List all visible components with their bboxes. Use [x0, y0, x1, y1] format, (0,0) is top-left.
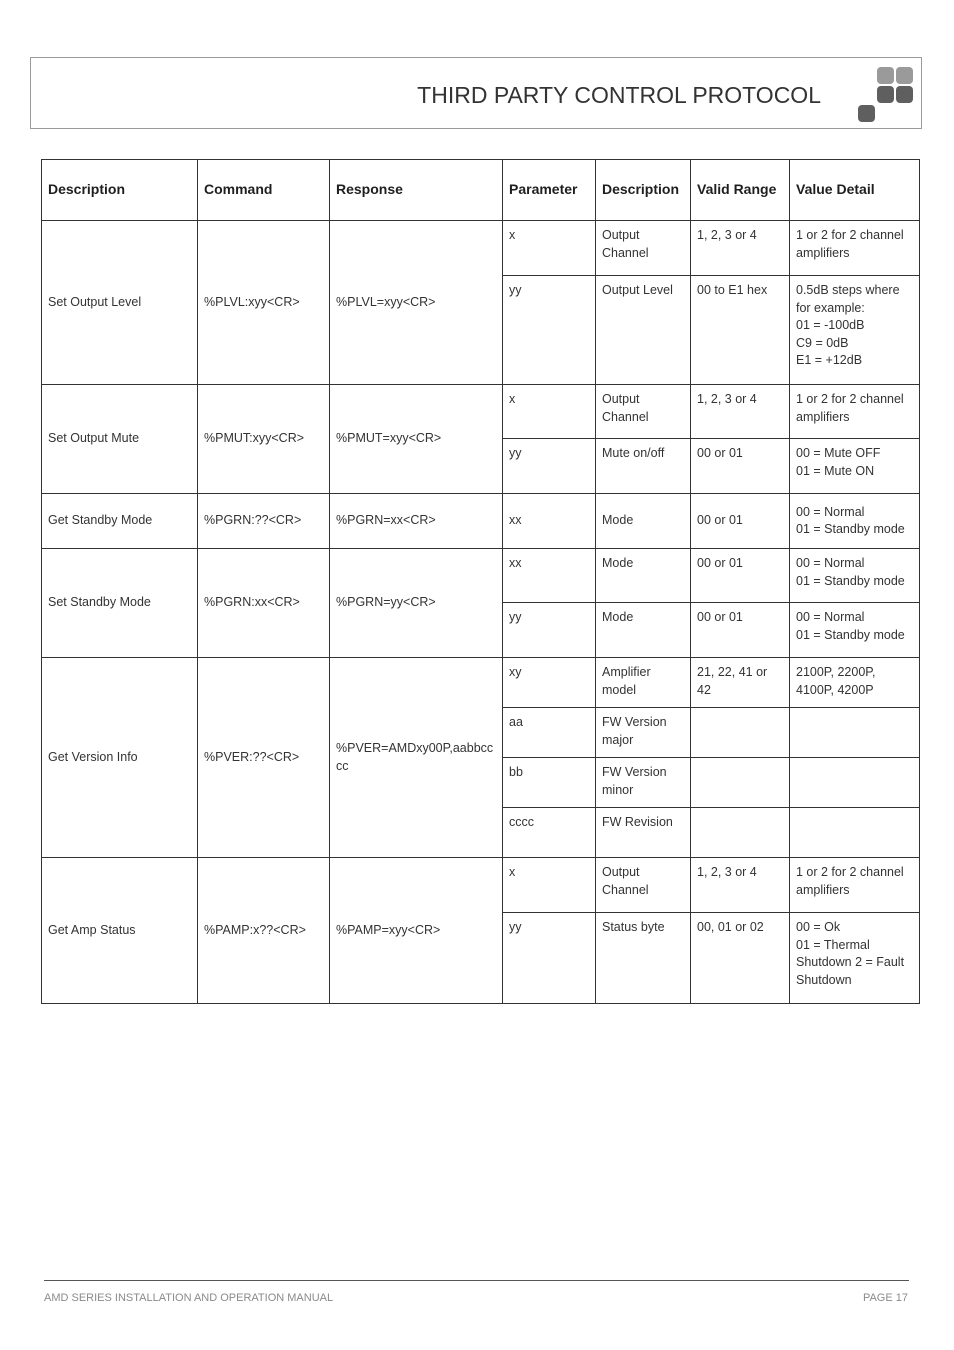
value-detail-line: 1 or 2 for 2 channel amplifiers — [796, 228, 904, 260]
column-header: Description — [42, 160, 198, 221]
table-row — [42, 549, 920, 603]
protocol-table — [41, 159, 920, 1004]
valid-range-cell: 00 or 01 — [691, 603, 790, 658]
param-description-cell: Mode — [596, 494, 691, 549]
parameter-cell: xx — [503, 494, 596, 549]
parameter-cell: x — [503, 221, 596, 276]
value-detail-line: E1 = +12dB — [796, 353, 863, 367]
valid-range-cell: 1, 2, 3 or 4 — [691, 221, 790, 276]
value-detail-cell — [790, 858, 920, 913]
valid-range-cell — [691, 758, 790, 808]
param-description-cell: FW Version minor — [596, 758, 691, 808]
logo-square — [877, 67, 894, 84]
value-detail-cell — [790, 913, 920, 1004]
value-detail-line: C9 = 0dB — [796, 335, 849, 350]
table-row — [42, 385, 920, 439]
valid-range-cell: 00 or 01 — [691, 549, 790, 603]
value-detail-cell — [790, 808, 920, 858]
value-detail-line: 01 = Standby mode — [796, 522, 905, 536]
logo-square — [877, 86, 894, 103]
column-header: Value Detail — [790, 160, 920, 221]
table-row — [42, 658, 920, 708]
parameter-cell: yy — [503, 439, 596, 494]
value-detail-cell — [790, 758, 920, 808]
parameter-cell: cccc — [503, 808, 596, 858]
command-cell: %PAMP:x??<CR> — [198, 858, 330, 1004]
parameter-cell: yy — [503, 276, 596, 385]
response-cell: %PGRN=yy<CR> — [330, 549, 503, 658]
value-detail-line: 00 = Normal — [796, 504, 865, 519]
value-detail-line: 1 or 2 for 2 channel amplifiers — [796, 865, 904, 897]
value-detail-line: 1 or 2 for 2 channel amplifiers — [796, 392, 904, 424]
parameter-cell: x — [503, 385, 596, 439]
response-cell: %PVER=AMDxy00P,aabbcccc — [330, 658, 503, 858]
param-description-cell: Amplifier model — [596, 658, 691, 708]
table-row — [42, 858, 920, 913]
header-box — [30, 57, 922, 129]
value-detail-line: 01 = Standby mode — [796, 627, 905, 642]
value-detail-line: 01 = Mute ON — [796, 463, 875, 478]
parameter-cell: aa — [503, 708, 596, 758]
value-detail-cell — [790, 603, 920, 658]
row-description-cell: Get Amp Status — [42, 858, 198, 1004]
parameter-cell: x — [503, 858, 596, 913]
command-cell: %PMUT:xyy<CR> — [198, 385, 330, 494]
value-detail-cell — [790, 385, 920, 439]
param-description-cell: Output Channel — [596, 385, 691, 439]
column-header: Valid Range — [691, 160, 790, 221]
valid-range-cell — [691, 708, 790, 758]
response-cell: %PMUT=xyy<CR> — [330, 385, 503, 494]
table-header-row — [42, 160, 920, 221]
logo-square — [896, 86, 913, 103]
param-description-cell: FW Version major — [596, 708, 691, 758]
value-detail-cell — [790, 494, 920, 549]
value-detail-line: 00 = Normal — [796, 610, 865, 624]
response-cell: %PGRN=xx<CR> — [330, 494, 503, 549]
value-detail-line: 01 = -100dB — [796, 318, 865, 332]
column-header: Response — [330, 160, 503, 221]
param-description-cell: Mode — [596, 603, 691, 658]
four-squares-logo-icon — [857, 65, 913, 121]
row-description-cell: Get Standby Mode — [42, 494, 198, 549]
row-description-cell: Set Output Level — [42, 221, 198, 385]
table-row — [42, 221, 920, 276]
valid-range-cell: 1, 2, 3 or 4 — [691, 858, 790, 913]
value-detail-line: 00 = Mute OFF — [796, 446, 881, 460]
value-detail-cell — [790, 658, 920, 708]
value-detail-cell — [790, 708, 920, 758]
parameter-cell: xx — [503, 549, 596, 603]
row-description-cell: Set Output Mute — [42, 385, 198, 494]
footer-manual-title: AMD SERIES INSTALLATION AND OPERATION MANUAL — [44, 1292, 334, 1304]
value-detail-line: 01 = Standby mode — [796, 573, 905, 588]
value-detail-cell — [790, 221, 920, 276]
parameter-cell: yy — [503, 603, 596, 658]
value-detail-cell — [790, 439, 920, 494]
param-description-cell: FW Revision — [596, 808, 691, 858]
param-description-cell: Status byte — [596, 913, 691, 1004]
command-cell: %PGRN:??<CR> — [198, 494, 330, 549]
command-cell: %PLVL:xyy<CR> — [198, 221, 330, 385]
column-header: Parameter — [503, 160, 596, 221]
logo-square — [858, 105, 875, 122]
row-description-cell: Set Standby Mode — [42, 549, 198, 658]
valid-range-cell — [691, 808, 790, 858]
valid-range-cell: 00 to E1 hex — [691, 276, 790, 385]
value-detail-line: 00 = Ok — [796, 920, 841, 934]
value-detail-line: 01 = Thermal Shutdown 2 = Fault Shutdown — [796, 937, 905, 987]
table-row — [42, 494, 920, 549]
column-header: Command — [198, 160, 330, 221]
param-description-cell: Output Channel — [596, 858, 691, 913]
value-detail-cell — [790, 549, 920, 603]
valid-range-cell: 1, 2, 3 or 4 — [691, 385, 790, 439]
value-detail-line: 00 = Normal — [796, 556, 865, 570]
param-description-cell: Mode — [596, 549, 691, 603]
param-description-cell: Output Channel — [596, 221, 691, 276]
parameter-cell: bb — [503, 758, 596, 808]
row-description-cell: Get Version Info — [42, 658, 198, 858]
footer-divider — [44, 1280, 909, 1281]
footer-page-number: PAGE 17 — [862, 1292, 908, 1304]
table-body — [42, 221, 920, 1004]
parameter-cell: yy — [503, 913, 596, 1004]
page-title: THIRD PARTY CONTROL PROTOCOL — [417, 82, 821, 108]
command-cell: %PVER:??<CR> — [198, 658, 330, 858]
logo-square — [896, 67, 913, 84]
response-cell: %PLVL=xyy<CR> — [330, 221, 503, 385]
command-cell: %PGRN:xx<CR> — [198, 549, 330, 658]
value-detail-line: 0.5dB steps where for example: — [796, 283, 900, 315]
param-description-cell: Mute on/off — [596, 439, 691, 494]
response-cell: %PAMP=xyy<CR> — [330, 858, 503, 1004]
valid-range-cell: 00 or 01 — [691, 494, 790, 549]
param-description-cell: Output Level — [596, 276, 691, 385]
parameter-cell: xy — [503, 658, 596, 708]
value-detail-line: 2100P, 2200P, 4100P, 4200P — [796, 665, 876, 697]
valid-range-cell: 00, 01 or 02 — [691, 913, 790, 1004]
value-detail-cell — [790, 276, 920, 385]
valid-range-cell: 00 or 01 — [691, 439, 790, 494]
column-header: Description — [596, 160, 691, 221]
valid-range-cell: 21, 22, 41 or 42 — [691, 658, 790, 708]
